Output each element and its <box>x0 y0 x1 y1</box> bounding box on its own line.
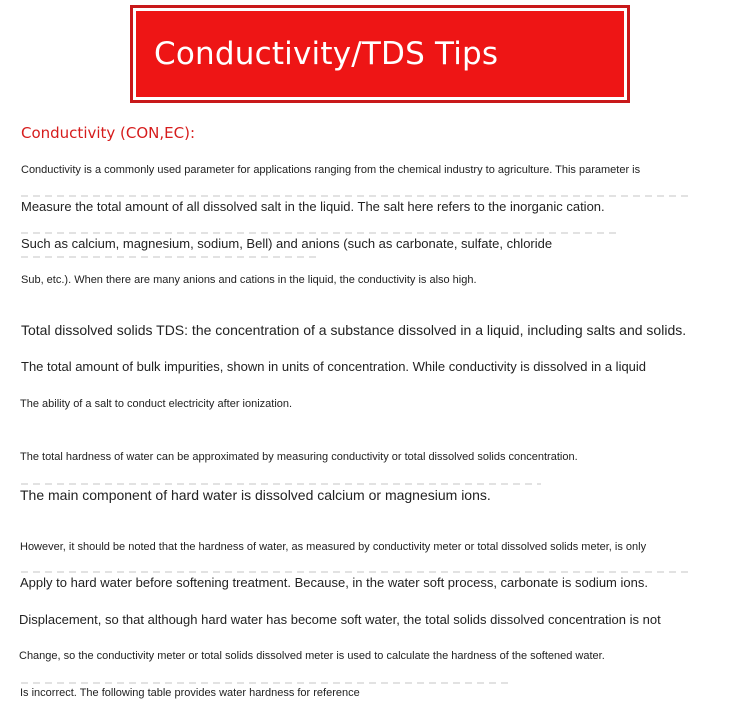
bleed-through-line <box>21 256 321 258</box>
text-line-7: The ability of a salt to conduct electricity after ionization. <box>20 398 293 410</box>
text-line-9: The main component of hard water is dissolved calcium or magnesium ions. <box>20 487 491 503</box>
bleed-through-line <box>21 232 621 234</box>
bleed-through-line <box>21 195 691 197</box>
section-heading: Conductivity (CON,EC): <box>21 124 196 142</box>
bleed-through-line <box>21 571 691 573</box>
text-line-2: Measure the total amount of all dissolved salt in the liquid. The salt here refers to the inorganic cation. <box>21 199 605 214</box>
text-line-1: Conductivity is a commonly used parameter for applications ranging from the chemical industry to agriculture. This parameter is <box>21 164 641 176</box>
text-line-14: Is incorrect. The following table provides water hardness for reference <box>20 687 360 699</box>
title-banner <box>130 5 630 103</box>
text-line-6: The total amount of bulk impurities, shown in units of concentration. While conductivity is dissolved in a liquid <box>21 359 647 374</box>
text-line-5: Total dissolved solids TDS: the concentration of a substance dissolved in a liquid, including salts and solids. <box>21 322 687 338</box>
text-line-8: The total hardness of water can be approximated by measuring conductivity or total dissolved solids concentration. <box>20 451 578 463</box>
text-line-13: Change, so the conductivity meter or total solids dissolved meter is used to calculate the hardness of the softened water. <box>19 650 605 662</box>
text-line-10: However, it should be noted that the hardness of water, as measured by conductivity meter or total dissolved solids meter, is only <box>20 541 647 553</box>
text-line-11: Apply to hard water before softening treatment. Because, in the water soft process, carbonate is sodium ions. <box>20 575 648 590</box>
text-line-4: Sub, etc.). When there are many anions and cations in the liquid, the conductivity is also high. <box>21 274 477 286</box>
bleed-through-line <box>21 483 541 485</box>
title-banner-fill <box>136 11 624 97</box>
text-line-3: Such as calcium, magnesium, sodium, Bell) and anions (such as carbonate, sulfate, chloride <box>21 236 553 251</box>
text-line-12: Displacement, so that although hard water has become soft water, the total solids dissolved concentration is not <box>19 612 661 627</box>
page-title: Conductivity/TDS Tips <box>154 36 499 72</box>
bleed-through-line <box>21 682 511 684</box>
